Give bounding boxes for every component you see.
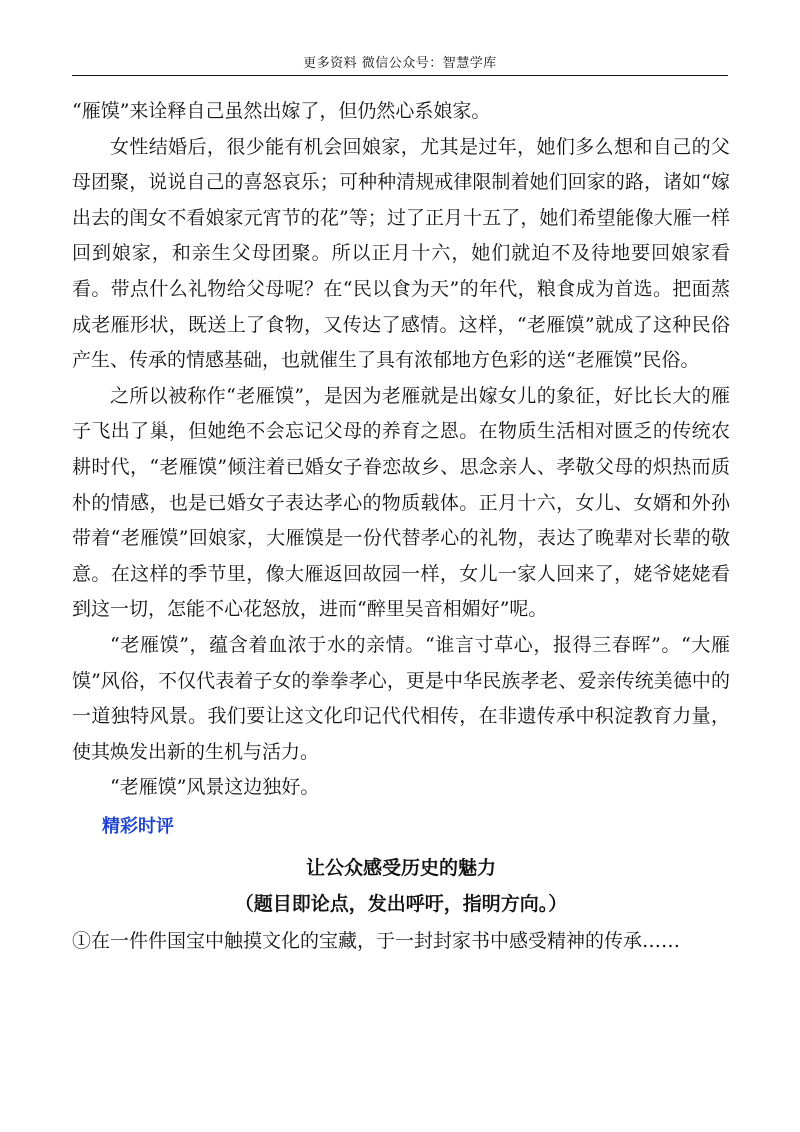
section-title: 精彩时评 bbox=[102, 815, 174, 837]
paragraph-continuation: “雁馍”来诠释自己虽然出嫁了，但仍然心系娘家。 bbox=[72, 100, 491, 122]
paragraph-family-love: “老雁馍”，蕴含着血浓于水的亲情。“谁言寸草心，报得三春晖”。“大雁馍”风俗，不仅代表着子女的拳拳孝心，更是中华民族孝老、爱亲传统美德中的一道独特风景。我们要让这文化印记代代相传，在非遗传承中积淀教育力量，使其焕发出新的生机与活力。 bbox=[72, 633, 730, 763]
article-subtitle: （题目即论点，发出呼吁，指明方向。） bbox=[234, 892, 568, 915]
document-body bbox=[72, 94, 730, 959]
article-first-line: ①在一件件国宝中触摸文化的宝藏，于一封封家书中感受精神的传承…… bbox=[72, 929, 681, 952]
article-title: 让公众感受历史的魅力 bbox=[305, 856, 496, 879]
header-divider bbox=[72, 75, 728, 76]
paragraph-closing: “老雁馍”风景这边独好。 bbox=[110, 776, 320, 799]
paragraph-women-return-home: 女性结婚后，很少能有机会回娘家，尤其是过年，她们多么想和自己的父母团聚，说说自己的喜怒哀乐；可种种清规戒律限制着她们回家的路，诸如“嫁出去的闺女不看娘家元宵节的花”等；过了正月十五了，她们希望能像大雁一样回到娘家，和亲生父母团聚。所以正月十六，她们就迫不及待地要回娘家看看。带点什么礼物给父母呢？在“民以食为天”的年代，粮食成为首选。把面蒸成老雁形状，既送上了食物，又传达了感情。这样，“老雁馍”就成了这种民俗产生、传承的情感基础，也就催生了具有浓郁地方色彩的送“老雁馍”民俗。 bbox=[72, 135, 730, 372]
page-header: 更多资料 微信公众号：智慧学库 bbox=[303, 56, 497, 71]
paragraph-name-origin: 之所以被称作“老雁馍”，是因为老雁就是出嫁女儿的象征，好比长大的雁子飞出了巢，但她绝不会忘记父母的养育之恩。在物质生活相对匮乏的传统农耕时代，“老雁馍”倾注着已婚女子眷恋故乡、思念亲人、孝敬父母的炽热而质朴的情感，也是已婚女子表达孝心的物质载体。正月十六，女儿、女婿和外孙带着“老雁馍”回娘家，大雁馍是一份代替孝心的礼物，表达了晚辈对长辈的敬意。在这样的季节里，像大雁返回故园一样，女儿一家人回来了，姥爷姥姥看到这一切，怎能不心花怒放，进而“醉里吴音相媚好”呢。 bbox=[72, 384, 730, 621]
